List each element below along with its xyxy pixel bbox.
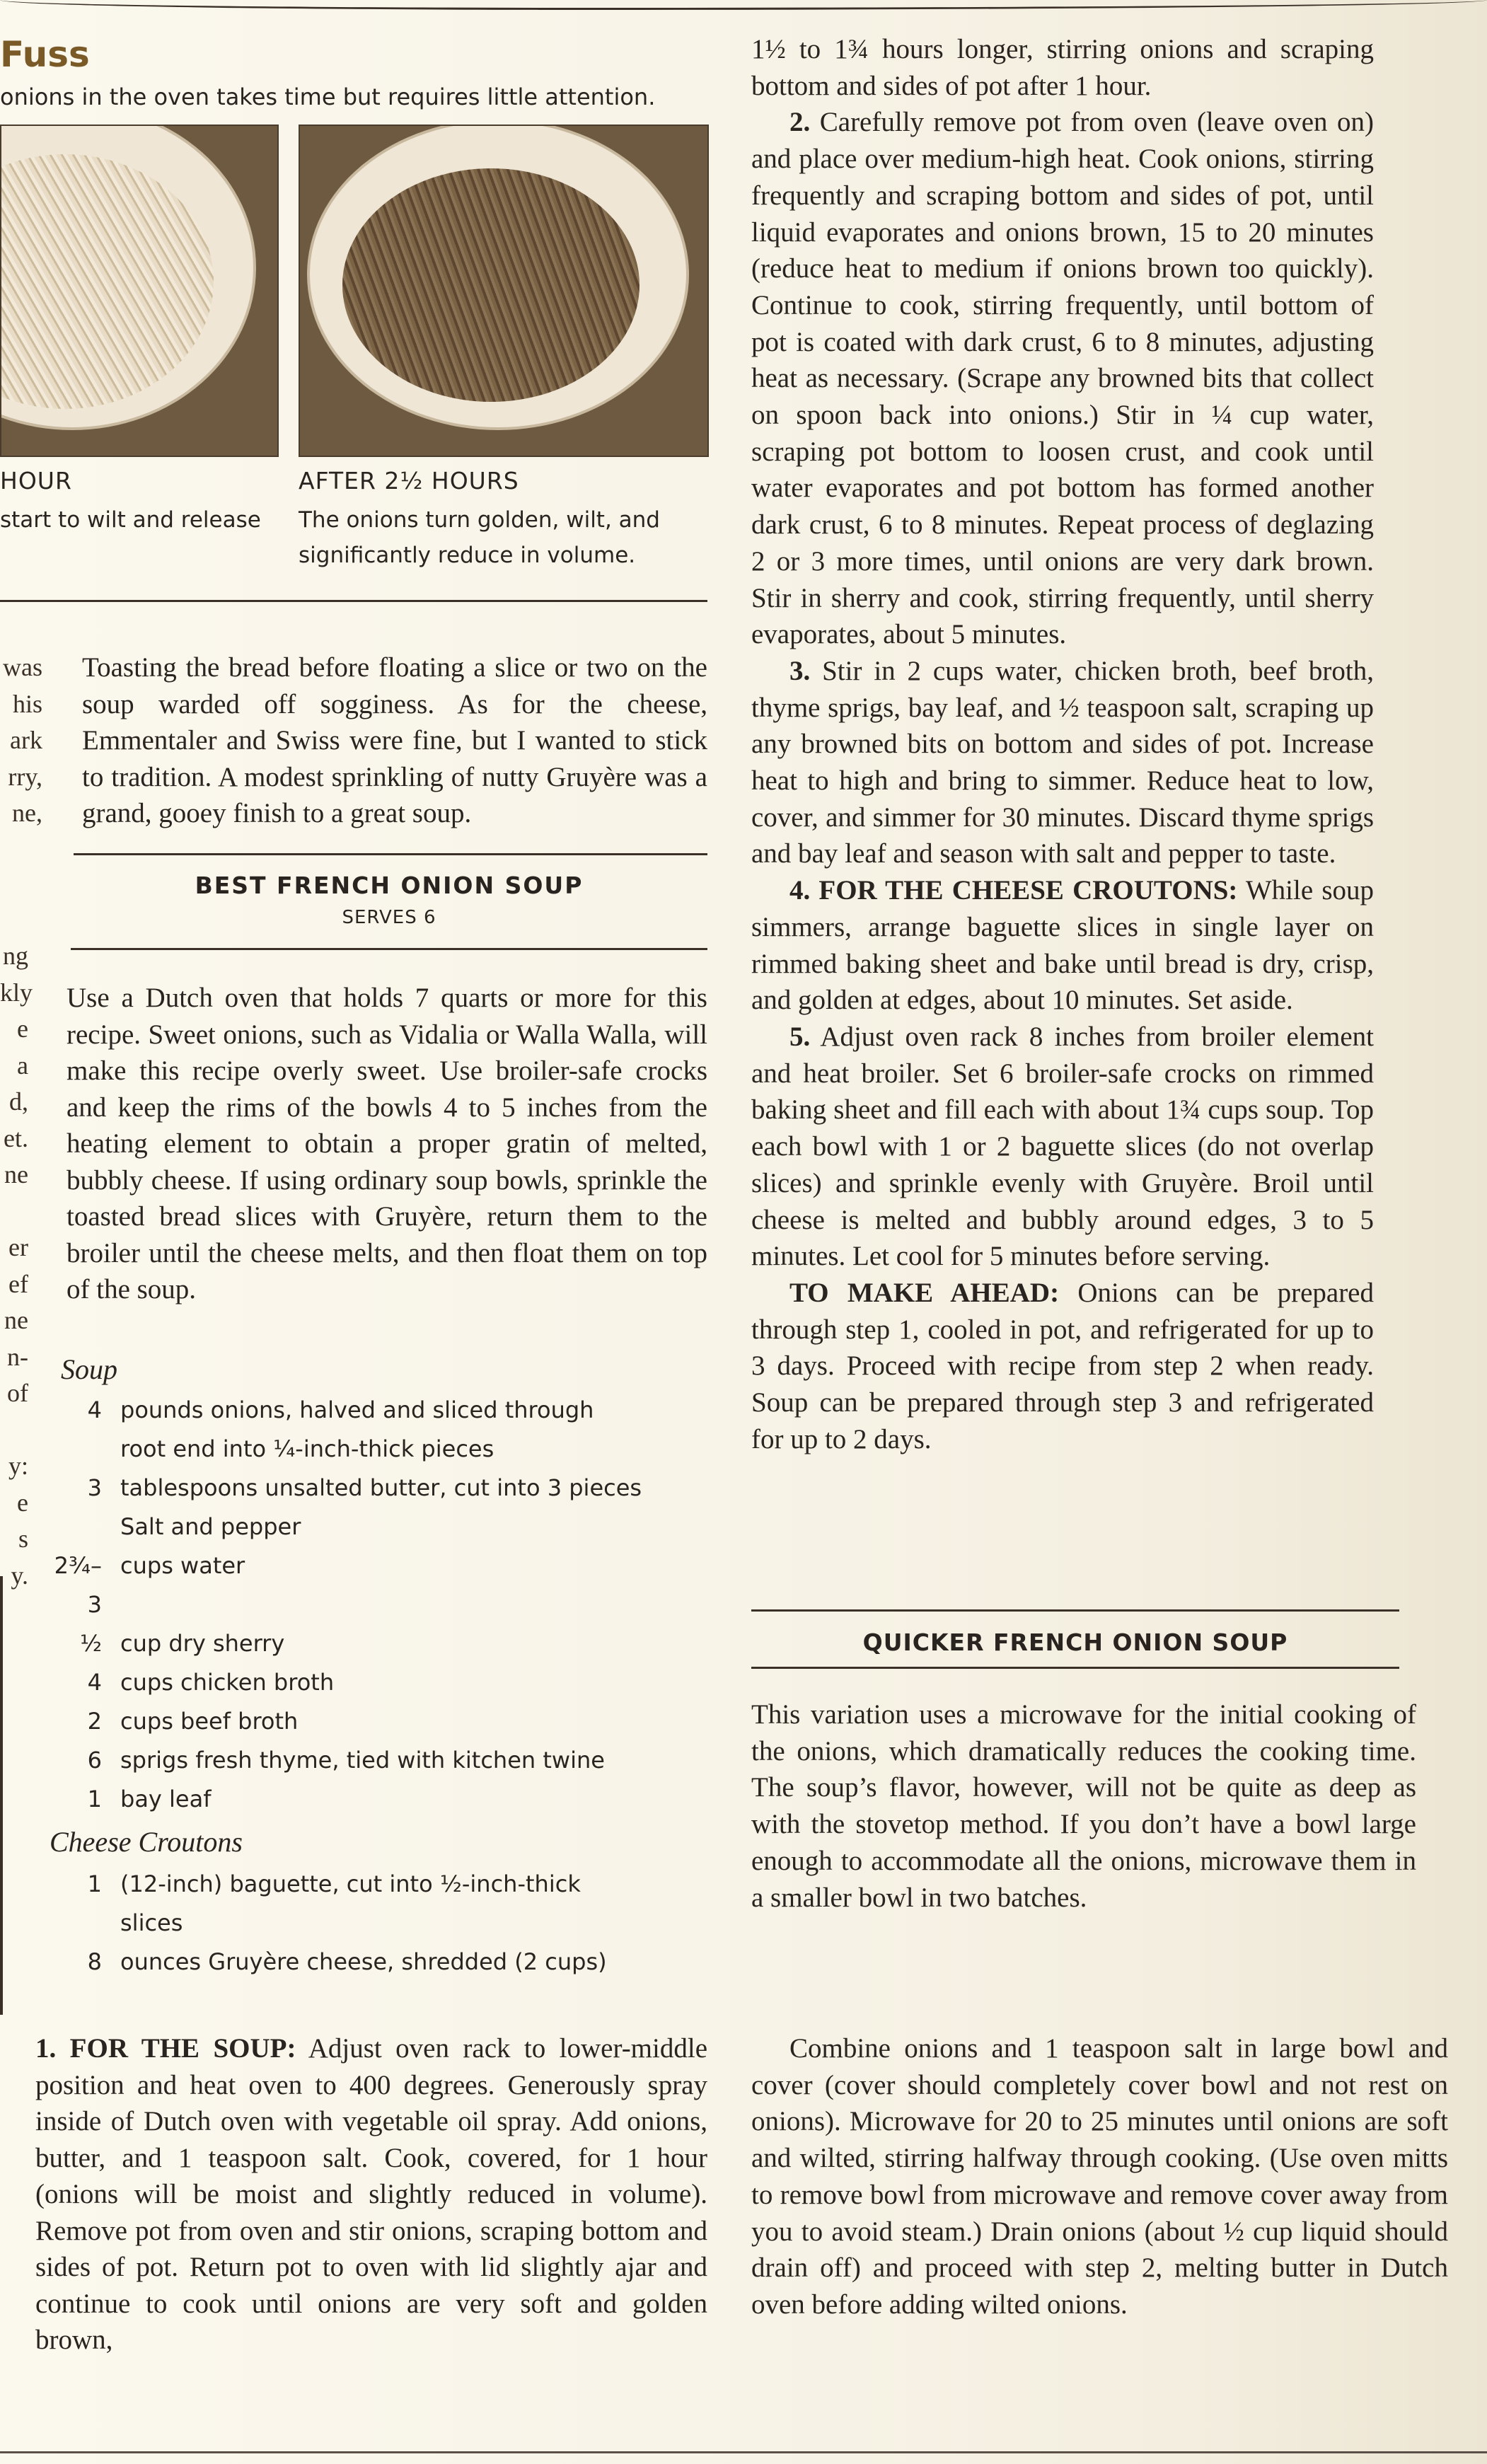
- ingredient-row: 1 (12-inch) baguette, cut into ½-inch-thick: [87, 1870, 581, 1897]
- section-subtitle: onions in the oven takes time but requires little attention.: [0, 83, 656, 110]
- previous-column-fragments: was his ark rry, ne,: [3, 653, 42, 827]
- pot-caramelized-onions-photo: [299, 125, 709, 457]
- ingredient-row: slices: [120, 1909, 183, 1936]
- recipe-title: BEST FRENCH ONION SOUP: [195, 872, 584, 899]
- page-top-edge: [0, 0, 1487, 10]
- recipe-serves: SERVES 6: [342, 907, 436, 928]
- ingredient-row: ½ cup dry sherry: [79, 1630, 285, 1657]
- ingredient-row: 8 ounces Gruyère cheese, shredded (2 cups): [87, 1948, 607, 1975]
- divider: [751, 1609, 1399, 1612]
- step-5: 5. Adjust oven rack 8 inches from broiler element and heat broiler. Set 6 broiler-safe crocks on rimmed baking sheet and fill each with about 1¾ cups soup. Top each bowl with 1 or 2 baguette slices (do not overlap slices) and sprinkle evenly with Gruyère. Broil until cheese is melted and bubbly around edges, 3 to 5 minutes. Let cool for 5 minutes before serving.: [751, 1021, 1374, 1272]
- crouton-ingredient-list: [42, 1865, 693, 1982]
- cooked-onions-graphic: [342, 168, 640, 402]
- divider: [751, 1667, 1399, 1669]
- previous-column-fragments: ng kly e a d, et. ne er ef ne n- of y: e s y.: [0, 942, 33, 1590]
- ingredient-row: Salt and pepper: [120, 1513, 301, 1540]
- step-1: 1. FOR THE SOUP: Adjust oven rack to lower-middle position and heat oven to 400 degrees. Generously spray inside of Dutch oven with vegetable oil spray. Add onions, butter, and 1 teaspoon salt. Cook, covered, for 1 hour (onions will be moist and slightly reduced in volume). Remove pot from oven and stir onions, scraping bottom and sides of pot. Return pot to oven with lid slightly ajar and continue to cook until onions are very soft and golden brown,: [35, 2033, 707, 2355]
- ingredient-row: 2 cups beef broth: [87, 1708, 299, 1735]
- photo-2-caption-line-1: The onions turn golden, wilt, and: [299, 507, 660, 533]
- sidebar-box-edge: [0, 1576, 3, 2015]
- intro-paragraph: Toasting the bread before floating a slice or two on the soup warded off sogginess. As for the cheese, Emmentaler and Swiss were fine, but I wanted to stick to tradition. A modest sprinkling of nutty Gruyère was a grand, gooey finish to a great soup.: [82, 652, 707, 828]
- pot-raw-onions-photo: [0, 125, 279, 457]
- ingredient-row: 6 sprigs fresh thyme, tied with kitchen twine: [87, 1747, 605, 1774]
- variation-intro: This variation uses a microwave for the initial cooking of the onions, which dramatically reduces the cooking time. The soup’s flavor, however, will not be quite as deep as with the stovetop method. If you don’t have a bowl large enough to accommodate all the onions, microwave them in a smaller bowl in two batches.: [751, 1699, 1416, 1913]
- soup-ingredient-list: [42, 1391, 693, 1819]
- ingredient-row: 2¾–3 cups water: [54, 1552, 245, 1618]
- make-ahead-note: TO MAKE AHEAD: Onions can be prepared through step 1, cooled in pot, and refrigerated for up to 3 days. Proceed with recipe from step 2 when ready. Soup can be prepared through step 3 and refrigerated for up to 2 days.: [751, 1277, 1374, 1454]
- variation-method: Combine onions and 1 teaspoon salt in large bowl and cover (cover should completely cover bowl and not rest on onions). Microwave for 20 to 25 minutes until onions are soft and wilted, stirring halfway through cooking. (Use oven mitts to remove bowl from microwave and remove cover away from you to avoid steam.) Drain onions (about ½ cup liquid should drain off) and proceed with step 2, melting butter in Dutch oven before adding wilted onions.: [751, 2033, 1448, 2320]
- ingredient-row: 4 cups chicken broth: [87, 1669, 335, 1696]
- photo-2-caption-title: AFTER 2½ HOURS: [299, 467, 519, 494]
- photo-1-caption-title: HOUR: [0, 467, 72, 494]
- recipe-note: Use a Dutch oven that holds 7 quarts or more for this recipe. Sweet onions, such as Vidalia or Walla Walla, will make this recipe overly sweet. Use broiler-safe crocks and keep the rims of the bowls 4 to 5 inches from the heating element to obtain a proper gratin of melted, bubbly cheese. If using ordinary soup bowls, sprinkle the toasted bread slices with Gruyère, return them to the broiler until the cheese melts, and then float them on top of the soup.: [66, 983, 707, 1305]
- step-1-continued: 1½ to 1¾ hours longer, stirring onions and scraping bottom and sides of pot after 1 hour.: [751, 34, 1374, 101]
- step-3: 3. Stir in 2 cups water, chicken broth, beef broth, thyme sprigs, bay leaf, and ½ teaspoon salt, scraping up any browned bits on bottom and sides of pot. Increase heat to high and bring to simmer. Reduce heat to low, cover, and simmer for 30 minutes. Discard thyme sprigs and bay leaf and season with salt and pepper to taste.: [751, 655, 1374, 869]
- ingredient-row: root end into ¼-inch-thick pieces: [120, 1435, 494, 1462]
- ingredient-row: 4 pounds onions, halved and sliced through: [87, 1396, 594, 1423]
- croutons-ingredients-label: Cheese Croutons: [50, 1826, 243, 1858]
- variation-title: QUICKER FRENCH ONION SOUP: [862, 1629, 1288, 1656]
- ingredient-row: 3 tablespoons unsalted butter, cut into 3 pieces: [87, 1474, 642, 1501]
- divider: [0, 600, 707, 602]
- divider: [74, 853, 707, 855]
- step-2: 2. Carefully remove pot from oven (leave oven on) and place over medium-high heat. Cook onions, stirring frequently and scraping bottom and sides of pot, until liquid evaporates and onions brown, 15 to 20 minutes (reduce heat to medium if onions brown too quickly). Continue to cook, stirring frequently, until bottom of pot is coated with dark crust, 6 to 8 minutes, adjusting heat as necessary. (Scrape any browned bits that collect on spoon back into onions.) Stir in ¼ cup water, scraping pot bottom to loosen crust, and cook until water evaporates and pot bottom has formed another dark crust, 6 to 8 minutes. Repeat process of deglazing 2 or 3 more times, until onions are very dark brown. Stir in sherry and cook, stirring frequently, until sherry evaporates, about 5 minutes.: [751, 107, 1374, 650]
- ingredient-row: 1 bay leaf: [87, 1786, 212, 1812]
- divider: [71, 948, 707, 950]
- photo-2-caption-line-2: significantly reduce in volume.: [299, 543, 636, 568]
- section-title: Fuss: [0, 34, 90, 75]
- photo-1-caption-text: start to wilt and release: [0, 507, 261, 533]
- soup-ingredients-label: Soup: [61, 1353, 117, 1385]
- right-column-steps: [751, 31, 1374, 1457]
- step-4: 4. FOR THE CHEESE CROUTONS: While soup simmers, arrange baguette slices in single layer on rimmed baking sheet and bake until bread is dry, crisp, and golden at edges, about 10 minutes. Set aside.: [751, 875, 1375, 1016]
- page-bottom-edge: [0, 2451, 1487, 2453]
